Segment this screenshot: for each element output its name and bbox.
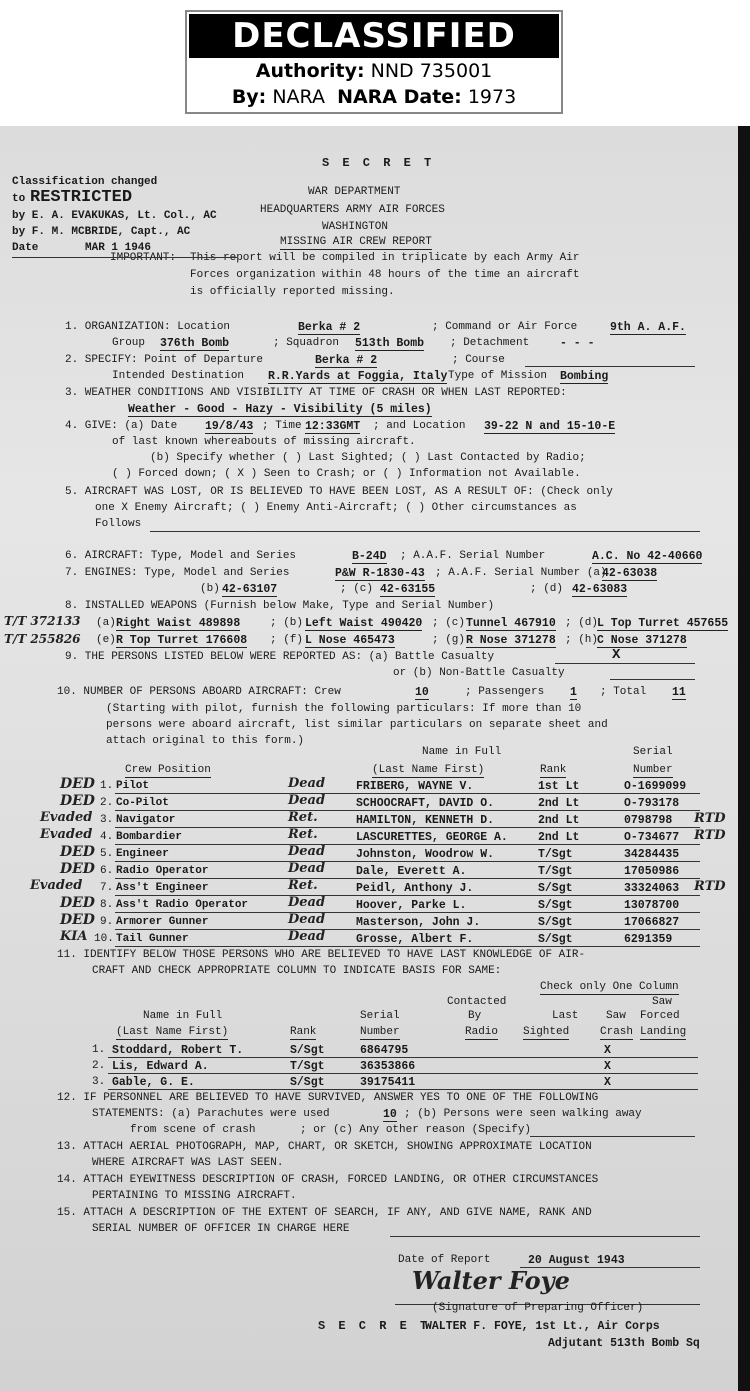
crew-rank: 2nd Lt — [538, 814, 580, 827]
class-line1: Classification changed — [12, 176, 158, 188]
q11-h-forced3: Landing — [640, 1026, 687, 1038]
q14-label: 14. ATTACH EYEWITNESS DESCRIPTION OF CRASH, FORCED LANDING, OR OTHER CIRCUMSTANCES — [57, 1174, 599, 1186]
q5-line — [150, 531, 700, 532]
crew-rank: T/Sgt — [538, 865, 573, 878]
crew-status-mark: Dead — [288, 844, 326, 859]
witness-num: 3. — [92, 1076, 106, 1088]
crew-status-mark: Ret. — [288, 810, 318, 825]
city: WASHINGTON — [322, 221, 389, 233]
q11-h-serial1: Serial — [360, 1010, 400, 1022]
q4-options: ( ) Forced down; ( X ) Seen to Crash; or ( ) Information not Available. — [112, 468, 581, 480]
witness-name: Gable, G. E. — [112, 1076, 195, 1089]
q7-serial-c: 42-63155 — [380, 583, 436, 596]
crew-row-rule — [115, 946, 700, 947]
q7-serial-b: 42-63107 — [222, 583, 278, 596]
class-rule — [12, 257, 237, 258]
q10-label: 10. NUMBER OF PERSONS ABOARD AIRCRAFT: Crew — [57, 686, 341, 698]
witness-name: Stoddard, Robert T. — [112, 1044, 244, 1057]
q8-a-label: (a) — [96, 617, 116, 629]
witness-serial: 39175411 — [360, 1076, 416, 1089]
q8-b: Left Waist 490420 — [305, 617, 423, 630]
crew-rank: S/Sgt — [538, 899, 573, 912]
q5-follows: Follows — [95, 518, 142, 530]
crew-num: 4. — [100, 831, 114, 843]
q1-squadron-label: ; Squadron — [273, 337, 340, 349]
crew-name: Hoover, Parke L. — [356, 899, 467, 912]
stamp-by: By: NARA NARA Date: 1973 — [231, 86, 517, 108]
important-2: Forces organization within 48 hours of the time an aircraft — [190, 269, 580, 281]
q10-total-label: ; Total — [600, 686, 647, 698]
crew-position: Radio Operator — [116, 865, 209, 877]
q11-h-sighted1: Last — [552, 1010, 579, 1022]
q2-course-line — [525, 366, 695, 367]
q7-serial-label: ; A.A.F. Serial Number (a) — [435, 567, 607, 579]
crew-note: DED — [60, 861, 95, 877]
q6-label: 6. AIRCRAFT: Type, Model and Series — [65, 550, 297, 562]
q11-h-rank: Rank — [290, 1026, 317, 1038]
crew-extra: RTD — [694, 828, 726, 843]
crew-h-rank: Rank — [540, 764, 567, 776]
crew-num: 3. — [100, 814, 114, 826]
crew-num: 1. — [100, 780, 114, 792]
q8-g: R Nose 371278 — [466, 634, 556, 647]
q8-f-label: ; (f) — [270, 634, 304, 646]
q11-h-contacted1: Contacted — [447, 996, 507, 1008]
crew-serial: 17050986 — [624, 865, 680, 878]
report-date: 20 August 1943 — [528, 1254, 625, 1267]
crew-note: Evaded — [30, 878, 83, 893]
declassified-title: DECLASSIFIED — [189, 14, 559, 58]
q10-instr3: attach original to this form.) — [106, 735, 305, 747]
crew-status-mark: Dead — [288, 776, 326, 791]
q12-other: ; or (c) Any other reason (Specify) — [300, 1124, 532, 1136]
crew-num: 8. — [100, 899, 114, 911]
class-line4: by F. M. MCBRIDE, Capt., AC — [12, 226, 191, 238]
q10-instr2: persons were aboard aircraft, list similar particulars on separate sheet and — [106, 719, 608, 731]
witness-serial: 36353866 — [360, 1060, 416, 1073]
crew-serial: O-734677 — [624, 831, 680, 844]
crew-name: Johnston, Woodrow W. — [356, 848, 495, 861]
witness-rank: T/Sgt — [290, 1060, 325, 1073]
q1-location: Berka # 2 — [298, 321, 361, 334]
crew-serial: 33324063 — [624, 882, 680, 895]
officer-title: Adjutant 513th Bomb Sq — [548, 1337, 700, 1350]
crew-name: LASCURETTES, GEORGE A. — [356, 831, 508, 844]
q2-label: 2. SPECIFY: Point of Departure — [65, 354, 264, 366]
q4-specify: (b) Specify whether ( ) Last Sighted; ( ) Last Contacted by Radio; — [150, 452, 586, 464]
crew-row-rule — [115, 844, 700, 845]
q1-squadron: 513th Bomb — [355, 337, 425, 350]
crew-row-rule — [115, 793, 700, 794]
q10-total: 11 — [672, 686, 686, 699]
q10-passengers: 1 — [570, 686, 577, 699]
crew-h-serial1: Serial — [633, 746, 673, 758]
q11-h-sighted2: Sighted — [523, 1026, 570, 1038]
q1-group: 376th Bomb — [160, 337, 230, 350]
witness-rule — [108, 1089, 698, 1090]
q1-detachment: - - - — [560, 337, 595, 350]
q12-parachutes: 10 — [383, 1108, 397, 1121]
crew-serial: 0798798 — [624, 814, 673, 827]
q11-h-forced2: Forced — [640, 1010, 680, 1022]
q2-mission-label: Type of Mission — [448, 370, 548, 382]
q4-time-label: ; Time — [262, 420, 302, 432]
q8-c: Tunnel 467910 — [466, 617, 556, 630]
crew-row-rule — [115, 912, 700, 913]
crew-position: Bombardier — [116, 831, 183, 843]
q9-battle-line — [555, 663, 695, 664]
witness-crash: X — [604, 1044, 611, 1057]
q11-h-contacted2: By — [468, 1010, 482, 1022]
q7-serial-d: 42-63083 — [572, 583, 628, 596]
crew-name: FRIBERG, WAYNE V. — [356, 780, 474, 793]
crew-position: Ass't Engineer — [116, 882, 209, 894]
crew-rank: S/Sgt — [538, 933, 573, 946]
witness-rule — [108, 1057, 698, 1058]
q7-type: P&W R-1830-43 — [335, 567, 425, 580]
q15-label-2: SERIAL NUMBER OF OFFICER IN CHARGE HERE — [92, 1223, 350, 1235]
q8-b-label: ; (b) — [270, 617, 304, 629]
security-bottom: S E C R E T — [318, 1319, 431, 1333]
crew-name: Peidl, Anthony J. — [356, 882, 474, 895]
class-date-value: MAR 1 1946 — [85, 242, 152, 254]
important-3: is officially reported missing. — [190, 286, 395, 298]
crew-h-serial2: Number — [633, 764, 673, 776]
crew-rank: 2nd Lt — [538, 831, 580, 844]
q9-battle: X — [612, 647, 621, 663]
crew-name: Dale, Everett A. — [356, 865, 467, 878]
crew-rank: 2nd Lt — [538, 797, 580, 810]
witness-crash: X — [604, 1076, 611, 1089]
q7-d-label: ; (d) — [530, 583, 564, 595]
crew-h-position: Crew Position — [125, 764, 211, 776]
crew-extra: RTD — [694, 811, 726, 826]
crew-status-mark: Ret. — [288, 878, 318, 893]
crew-row-rule — [115, 810, 700, 811]
q8-g-label: ; (g) — [432, 634, 466, 646]
dept: WAR DEPARTMENT — [308, 186, 401, 198]
crew-row-rule — [115, 878, 700, 879]
important-label: IMPORTANT: — [110, 252, 177, 264]
crew-position: Pilot — [116, 780, 150, 792]
crew-serial: 6291359 — [624, 933, 673, 946]
crew-serial: O-793178 — [624, 797, 680, 810]
class-line2: to — [12, 193, 26, 205]
crew-extra: RTD — [694, 879, 726, 894]
q13-label: 13. ATTACH AERIAL PHOTOGRAPH, MAP, CHART, OR SKETCH, SHOWING APPROXIMATE LOCATION — [57, 1141, 592, 1153]
q1-detachment-label: ; Detachment — [450, 337, 530, 349]
q11-h-serial2: Number — [360, 1026, 400, 1038]
q10-passengers-label: ; Passengers — [465, 686, 545, 698]
q13-label-2: WHERE AIRCRAFT WAS LAST SEEN. — [92, 1157, 284, 1169]
crew-num: 6. — [100, 865, 114, 877]
hq: HEADQUARTERS ARMY AIR FORCES — [260, 204, 445, 216]
q8-margin-note1: T/T 372133 — [4, 614, 81, 628]
crew-note: DED — [60, 793, 95, 809]
q11-h-forced1: Saw — [652, 996, 672, 1008]
q7-c-label: ; (c) — [340, 583, 374, 595]
q8-margin-note2: T/T 255826 — [4, 632, 81, 646]
q15-label: 15. ATTACH A DESCRIPTION OF THE EXTENT OF SEARCH, IF ANY, AND GIVE NAME, RANK AND — [57, 1207, 592, 1219]
crew-note: DED — [60, 776, 95, 792]
q8-e: R Top Turret 176608 — [116, 634, 248, 647]
q9-nonbattle: or (b) Non-Battle Casualty — [393, 667, 565, 679]
crew-row-rule — [115, 895, 700, 896]
q8-c-label: ; (c) — [432, 617, 466, 629]
q11-h-contacted3: Radio — [465, 1026, 499, 1038]
report-date-label: Date of Report — [398, 1254, 491, 1266]
q6-type: B-24D — [352, 550, 387, 563]
crew-serial: 17066827 — [624, 916, 680, 929]
q7-label: 7. ENGINES: Type, Model and Series — [65, 567, 290, 579]
q12-scene: from scene of crash — [130, 1124, 256, 1136]
crew-position: Navigator — [116, 814, 176, 826]
q3-label: 3. WEATHER CONDITIONS AND VISIBILITY AT TIME OF CRASH OR WHEN LAST REPORTED: — [65, 387, 567, 399]
crew-position: Tail Gunner — [116, 933, 189, 945]
q11-h-name1: Name in Full — [143, 1010, 223, 1022]
witness-name: Lis, Edward A. — [112, 1060, 209, 1073]
q1-command: 9th A. A.F. — [610, 321, 686, 334]
q5-options: one X Enemy Aircraft; ( ) Enemy Anti-Aircraft; ( ) Other circumstances as — [95, 502, 577, 514]
q8-f: L Nose 465473 — [305, 634, 395, 647]
crew-rank: S/Sgt — [538, 916, 573, 929]
crew-name: Masterson, John J. — [356, 916, 481, 929]
q4-time: 12:33GMT — [305, 420, 361, 433]
q4-date: 19/8/43 — [205, 420, 254, 433]
form-title: MISSING AIR CREW REPORT — [280, 236, 432, 248]
crew-position: Armorer Gunner — [116, 916, 209, 928]
crew-position: Ass't Radio Operator — [116, 899, 249, 911]
crew-serial: 13078700 — [624, 899, 680, 912]
q10-crew: 10 — [415, 686, 429, 699]
crew-status-mark: Dead — [288, 895, 326, 910]
officer-signature: Walter Foye — [412, 1266, 570, 1295]
witness-rank: S/Sgt — [290, 1044, 325, 1057]
class-restricted: RESTRICTED — [30, 188, 133, 207]
witness-rule — [108, 1073, 698, 1074]
q11-h-crash2: Crash — [600, 1026, 634, 1038]
q12-label: 12. IF PERSONNEL ARE BELIEVED TO HAVE SURVIVED, ANSWER YES TO ONE OF THE FOLLOWING — [57, 1092, 599, 1104]
crew-name: Grosse, Albert F. — [356, 933, 474, 946]
witness-num: 2. — [92, 1060, 106, 1072]
q8-e-label: (e) — [96, 634, 116, 646]
class-line3: by E. A. EVAKUKAS, Lt. Col., AC — [12, 210, 217, 222]
crew-serial: O-1699099 — [624, 780, 687, 793]
crew-status-mark: Dead — [288, 912, 326, 927]
q4-whereabouts: of last known whereabouts of missing aircraft. — [112, 436, 416, 448]
q7-b-label: (b) — [200, 583, 220, 595]
crew-num: 7. — [100, 882, 114, 894]
scan-edge — [738, 126, 750, 1391]
crew-status-mark: Dead — [288, 793, 326, 808]
officer-name: WALTER F. FOYE, 1st Lt., Air Corps — [425, 1320, 660, 1333]
crew-note: KIA — [60, 929, 88, 944]
q4-label: 4. GIVE: (a) Date — [65, 420, 178, 432]
q4-location: 39-22 N and 15-10-E — [484, 420, 616, 433]
q8-d-label: ; (d) — [565, 617, 599, 629]
crew-name: SCHOOCRAFT, DAVID O. — [356, 797, 495, 810]
q3-value: Weather - Good - Hazy - Visibility (5 miles) — [128, 403, 432, 416]
q11-label: 11. IDENTIFY BELOW THOSE PERSONS WHO ARE BELIEVED TO HAVE LAST KNOWLEDGE OF AIR- — [57, 949, 586, 961]
crew-row-rule — [115, 929, 700, 930]
crew-position: Engineer — [116, 848, 169, 860]
class-date-label: Date — [12, 242, 39, 254]
q12-walking: ; (b) Persons were seen walking away — [404, 1108, 642, 1120]
q2-mission: Bombing — [560, 370, 609, 383]
crew-note: Evaded — [40, 810, 93, 825]
q6-serial-label: ; A.A.F. Serial Number — [400, 550, 546, 562]
q2-destination: R.R.Yards at Foggia, Italy — [268, 370, 448, 383]
q8-h: C Nose 371278 — [597, 634, 687, 647]
q2-destination-label: Intended Destination — [112, 370, 245, 382]
crew-rank: 1st Lt — [538, 780, 580, 793]
q9-nonbattle-line — [610, 679, 695, 680]
q5-label: 5. AIRCRAFT WAS LOST, OR IS BELIEVED TO HAVE BEEN LOST, AS A RESULT OF: (Check only — [65, 486, 613, 498]
q11-h-name2: (Last Name First) — [116, 1026, 229, 1038]
q1-command-label: ; Command or Air Force — [432, 321, 578, 333]
crew-status-mark: Ret. — [288, 827, 318, 842]
q10-instr1: (Starting with pilot, furnish the following particulars: If more than 10 — [106, 703, 582, 715]
witness-rank: S/Sgt — [290, 1076, 325, 1089]
crew-rank: S/Sgt — [538, 882, 573, 895]
crew-row-rule — [115, 827, 700, 828]
q1-label: 1. ORGANIZATION: Location — [65, 321, 231, 333]
q11-h-crash1: Saw — [606, 1010, 626, 1022]
q15-line — [390, 1236, 700, 1237]
crew-position: Co-Pilot — [116, 797, 169, 809]
crew-name: HAMILTON, KENNETH D. — [356, 814, 495, 827]
witness-serial: 6864795 — [360, 1044, 409, 1057]
declassified-stamp — [185, 10, 563, 114]
q12-statements: STATEMENTS: (a) Parachutes were used — [92, 1108, 330, 1120]
q8-h-label: ; (h) — [565, 634, 599, 646]
q12-line — [530, 1136, 695, 1137]
q7-serial-a: 42-63038 — [602, 567, 658, 580]
q9-label: 9. THE PERSONS LISTED BELOW WERE REPORTED AS: (a) Battle Casualty — [65, 651, 495, 663]
crew-note: DED — [60, 912, 95, 928]
crew-row-rule — [115, 861, 700, 862]
crew-num: 2. — [100, 797, 114, 809]
stamp-authority: Authority: NND 735001 — [255, 60, 493, 82]
q8-d: L Top Turret 457655 — [597, 617, 729, 630]
crew-num: 9. — [100, 916, 114, 928]
crew-num: 10. — [94, 933, 114, 945]
crew-num: 5. — [100, 848, 114, 860]
crew-h-name2: (Last Name First) — [372, 764, 485, 776]
q4-location-label: ; and Location — [373, 420, 466, 432]
security-top: S E C R E T — [322, 156, 435, 170]
crew-note: DED — [60, 895, 95, 911]
q2-course-label: ; Course — [452, 354, 505, 366]
witness-crash: X — [604, 1060, 611, 1073]
witness-num: 1. — [92, 1044, 106, 1056]
crew-serial: 34284435 — [624, 848, 680, 861]
crew-h-name1: Name in Full — [422, 746, 502, 758]
crew-status-mark: Dead — [288, 861, 326, 876]
missing-air-crew-report — [0, 126, 750, 1391]
q8-a: Right Waist 489898 — [116, 617, 241, 630]
q14-label-2: PERTAINING TO MISSING AIRCRAFT. — [92, 1190, 297, 1202]
q2-departure: Berka # 2 — [315, 354, 378, 367]
q6-serial: A.C. No 42-40660 — [592, 550, 703, 563]
crew-status-mark: Dead — [288, 929, 326, 944]
crew-note: DED — [60, 844, 95, 860]
crew-rank: T/Sgt — [538, 848, 573, 861]
q1-group-label: Group — [112, 337, 146, 349]
q11-instr: CRAFT AND CHECK APPROPRIATE COLUMN TO INDICATE BASIS FOR SAME: — [92, 965, 502, 977]
q11-check-only: Check only One Column — [540, 981, 679, 993]
important-1: This report will be compiled in triplicate by each Army Air — [190, 252, 580, 264]
crew-note: Evaded — [40, 827, 93, 842]
q8-label: 8. INSTALLED WEAPONS (Furnish below Make, Type and Serial Number) — [65, 600, 495, 612]
signature-caption: (Signature of Preparing Officer) — [432, 1302, 644, 1314]
